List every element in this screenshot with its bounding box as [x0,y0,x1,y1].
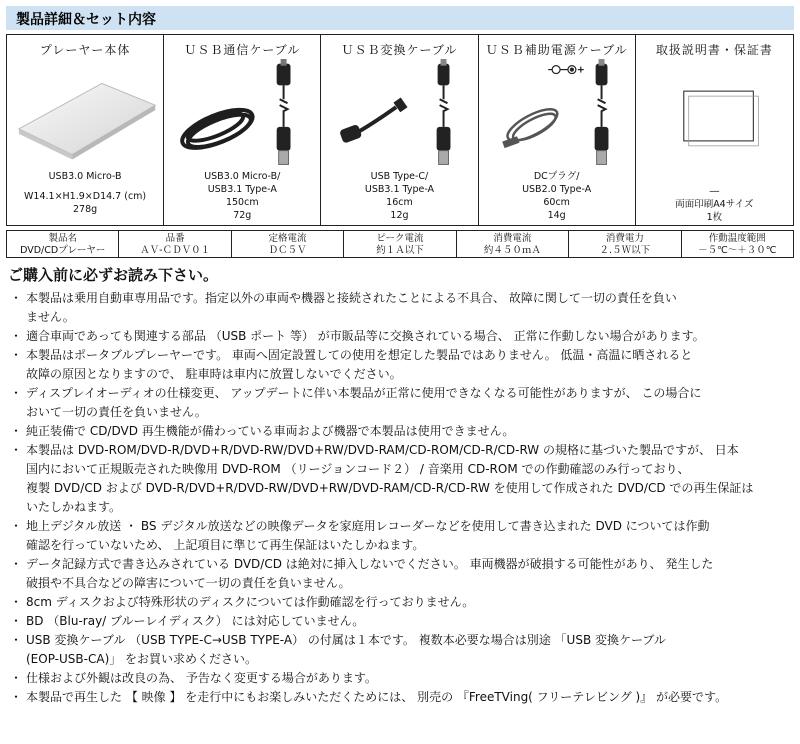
warning-line: ・ 本製品は DVD-ROM/DVD-R/DVD+R/DVD-RW/DVD+RW/DVD-RAM/CD-ROM/CD-R/CD-RW の規格に基づいた製品ですが、 日本 [26,443,739,457]
warning-line: おいて一切の責任を負いません。 [26,405,207,419]
warning-line: ・ USB 変換ケーブル （USB TYPE-C→USB TYPE-A） の付属は１本です。 複数本必要な場合は別途 「USB 変換ケーブル [26,633,666,647]
warning-item [12,384,796,422]
product-cell-player [7,35,164,225]
product-weight: 14g [547,210,566,221]
product-spec-line: USB3.1 Type-A [207,184,277,195]
product-title: ＵＳＢ通信ケーブル [184,43,301,57]
warning-line: 破損や不具合などの障害について一切の責任を負いません。 [26,576,351,590]
manual-illustration [640,59,789,179]
product-cell-usb-power-cable [479,35,636,225]
warning-line: ません。 [26,310,75,324]
spec-cell: 定格電流 ＤＣ５Ｖ [232,231,344,257]
warning-line: ・ 本製品はポータブルプレーヤーです。 車両へ固定設置しての使用を想定した製品ではありません。 低温・高温に晒されると [26,348,693,362]
warning-item [12,327,796,346]
warning-item [12,612,796,631]
spec-cell: 品番 ＡＶ-ＣＤＶ０１ [119,231,231,257]
conversion-cable-illustration [325,59,473,179]
section-title: 製品詳細＆セット内容 [16,12,156,28]
product-cell-usb-comm-cable [164,35,321,225]
section-header [6,6,794,30]
product-spec-line: USB2.0 Type-A [522,184,592,195]
warning-line: ・ BD （Blu-ray/ ブルーレイディスク） には対応していません。 [26,614,365,628]
spec-table [6,230,794,258]
warning-line: (EOP-USB-CA)」 をお買い求めください。 [26,652,258,666]
spec-cell: 消費電力 ２.５Ｗ以下 [569,231,681,257]
warning-item [12,593,796,612]
product-weight: 72g [233,210,252,221]
warning-item [12,346,796,384]
product-title: 取扱説明書・保証書 [655,43,773,57]
warning-line: ・ 本製品で再生した 【 映像 】 を走行中にもお楽しみいただくためには、 別売の 『FreeTVing( フリーテレビング )』 が必要です。 [26,690,728,704]
product-length: 150cm [225,197,259,208]
warning-item [12,422,796,441]
warning-line: ・ データ記録方式で書き込みされている DVD/CD は絶対に挿入しないでください。 車両機器が破損する可能性があり、 発生した [26,557,714,571]
warning-line: ・ 適合車両であっても関連する部品 （USB ポート 等） が市販品等に交換されている場合、 正常に作動しない場合があります。 [26,329,705,343]
warning-line: 故障の原因となりますので、 駐車時は車内に放置しないでください。 [26,367,402,381]
product-spec-line: USB3.1 Type-A [364,184,435,195]
warning-line: 複製 DVD/CD および DVD-R/DVD+R/DVD-RW/DVD+RW/DVD-RAM/CD-R/CD-RW を使用して作成された DVD/CD での再生保証は [26,481,754,495]
warning-item [12,631,796,669]
power-cable-illustration [483,59,631,179]
warning-line: ・ 仕様および外観は改良の為、 予告なく変更する場合があります。 [26,671,377,685]
product-quantity: 1枚 [706,212,723,223]
product-spec-line: USB Type-C/ [370,171,429,182]
warning-line: ・ 純正装備で CD/DVD 再生機能が備わっている車両および機器で本製品は使用できません。 [26,424,515,438]
warning-list [12,289,796,707]
warning-line: 確認を行っていないため、 上記項目に準じて再生保証はいたしかねます。 [26,538,425,552]
product-length: 16cm [386,197,413,208]
warning-item [12,688,796,707]
spec-cell: 作動温度範囲 －５℃～＋３０℃ [698,233,777,256]
warning-item [12,289,796,327]
warning-title: ご購入前に必ずお読み下さい。 [8,266,219,284]
spec-cell: 製品名 DVD/CDプレーヤー [7,231,119,257]
warning-line: ・ 8cm ディスクおよび特殊形状のディスクについては作動確認を行っておりません。 [26,595,475,609]
warning-item [12,517,796,555]
warning-item [12,555,796,593]
usb-cable-illustration [168,59,316,179]
player-illustration [11,59,159,179]
product-title: ＵＳＢ変換ケーブル [341,43,458,57]
product-weight: 12g [390,210,409,221]
product-spec-line: USB3.0 Micro-B [48,171,122,182]
spec-cell: 消費電流 約４５０ｍＡ [457,231,569,257]
product-title: プレーヤー本体 [39,43,131,57]
product-size: W14.1×H1.9×D14.7 (cm) [24,191,147,202]
product-title: ＵＳＢ補助電源ケーブル [485,43,628,57]
product-cell-usb-conversion-cable [321,35,478,225]
warning-item [12,669,796,688]
product-spec-line: DCプラグ/ [533,171,580,182]
warning-line: ・ ディスプレイオーディオの仕様変更、 アップデートに伴い本製品が正常に使用できなくなる可能性がありますが、 この場合に [26,386,702,400]
product-spec-line: 両面印刷A4サイズ [675,199,754,210]
warning-line: 国内において正規販売された映像用 DVD-ROM （リージョンコード２） / 音楽用 CD-ROM での作動確認のみ行っており、 [26,462,690,476]
product-cell-manual [636,35,793,225]
product-weight: 278g [73,204,98,215]
warning-line: ・ 本製品は乗用自動車専用品です。指定以外の車両や機器と接続されたことによる不具合、 故障に関して一切の責任を負い [26,291,677,305]
warning-line: いたしかねます。 [26,500,122,514]
warning-line: ・ 地上デジタル放送 ・ BS デジタル放送などの映像データを家庭用レコーダーなどを使用して書き込まれた DVD については作動 [26,519,710,533]
product-spec-line: USB3.0 Micro-B/ [204,171,281,182]
spec-cell: ピーク電流 約１Ａ以下 [344,231,456,257]
warning-item [12,441,796,517]
product-contents-table [6,34,794,226]
product-spec-line: ― [709,186,720,197]
product-length: 60cm [543,197,570,208]
